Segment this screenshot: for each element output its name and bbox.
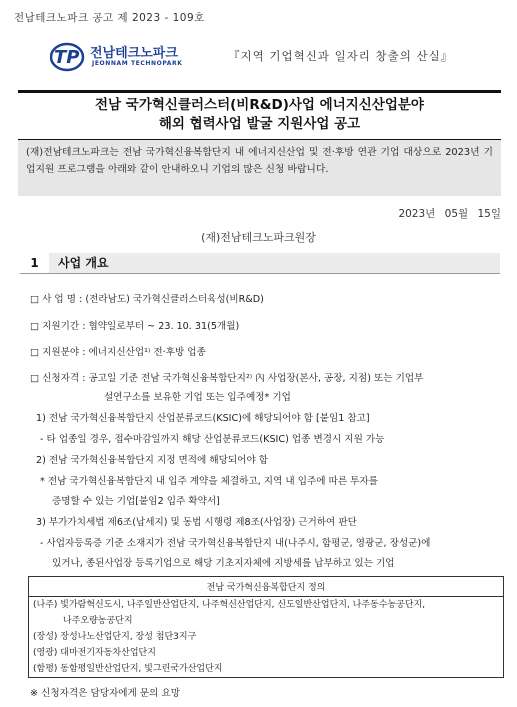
table-row: (영광) 대마전기자동차산업단지 <box>33 648 156 658</box>
section-title: 사업 개요 <box>58 256 109 270</box>
item-eligibility-cont: 설연구소를 보유한 기업 또는 입주예정* 기업 <box>104 392 291 403</box>
logo-english-text: JEONNAM TECHNOPARK <box>92 60 183 67</box>
item-eligibility: □ 신청자격 : 공고일 기준 전남 국가혁신융복합단지²⁾ 內 사업장(본사, 공장, 지점) 또는 기업부 <box>30 373 424 384</box>
announcement-date: 2023년 05월 15일 <box>398 208 501 220</box>
issuer: (재)전남테크노파크원장 <box>201 231 316 244</box>
table-row: (나주) 빛가람혁신도시, 나주일반산업단지, 나주혁신산업단지, 신도일반산업단지, 나주동수농공단지, <box>33 600 426 610</box>
table-row: 나주오량농공단지 <box>63 616 133 626</box>
announcement-title <box>18 90 501 142</box>
condition-1-note: - 타 업종일 경우, 접수마감일까지 해당 산업분류코드(KSIC) 업종 변경시 지원 가능 <box>40 434 385 445</box>
condition-3-note: - 사업자등록증 기준 소재지가 전남 국가혁신융복합단지 내(나주시, 함평군, 영광군, 장성군)에 <box>40 538 431 549</box>
intro-text: (재)전남테크노파크는 전남 국가혁신융복합단지 내 에너지신산업 및 전·후방 연관 기업 대상으로 2023년 기업지원 프로그램을 아래와 같이 안내하오니 기업의 많은 신청 바랍니다. <box>26 147 493 175</box>
section-number: 1 <box>20 253 49 273</box>
condition-3: 3) 부가가치세법 제6조(납세지) 및 동법 시행령 제8조(사업장) 근거하여 판단 <box>36 517 357 528</box>
jeonnam-technopark-logo <box>50 38 190 72</box>
condition-2-note: * 전남 국가혁신융복합단지 내 입주 계약을 체결하고, 지역 내 입주에 따른 투자를 <box>40 476 378 487</box>
svg-text:TP: TP <box>54 47 80 68</box>
title-line-2: 해외 협력사업 발굴 지원사업 공고 <box>158 116 361 132</box>
footnote: ※ 신청자격은 담당자에게 문의 요망 <box>30 688 180 699</box>
tp-logo-icon <box>50 38 88 72</box>
condition-3-note-cont: 있거나, 종된사업장 등록기업으로 해당 기초지자체에 지방세를 납부하고 있는 기업 <box>52 558 395 569</box>
title-line-1: 전남 국가혁신클러스터(비R&D)사업 에너지신산업분야 <box>95 97 424 113</box>
table-header: 전남 국가혁신융복합단지 정의 <box>29 577 503 597</box>
item-support-period: □ 지원기간 : 협약일로부터 ~ 23. 10. 31(5개월) <box>30 321 240 332</box>
logo-korean-text: 전남테크노파크 <box>90 46 178 61</box>
table-row: (장성) 장성나노산업단지, 장성 첨단3지구 <box>33 632 197 642</box>
item-project-name: □ 사 업 명 : (전라남도) 국가혁신클러스터육성(비R&D) <box>30 294 264 305</box>
condition-2-note-cont: 증명할 수 있는 기업[붙임2 입주 확약서] <box>52 496 220 507</box>
table-row: (함평) 동함평일반산업단지, 빛그린국가산업단지 <box>33 664 223 674</box>
condition-1: 1) 전남 국가혁신융복합단지 산업분류코드(KSIC)에 해당되어야 함 [붙임1 참고] <box>36 413 370 424</box>
slogan: 『지역 기업혁신과 일자리 창출의 산실』 <box>228 49 454 63</box>
item-support-field: □ 지원분야 : 에너지신산업¹⁾ 전·후방 업종 <box>30 347 206 358</box>
intro-box <box>18 140 501 196</box>
notice-number: 전남테크노파크 공고 제 2023 - 109호 <box>14 12 205 24</box>
section-header <box>20 253 500 274</box>
condition-2: 2) 전남 국가혁신융복합단지 지정 면적에 해당되어야 함 <box>36 455 269 466</box>
complex-definition-table <box>28 576 504 678</box>
